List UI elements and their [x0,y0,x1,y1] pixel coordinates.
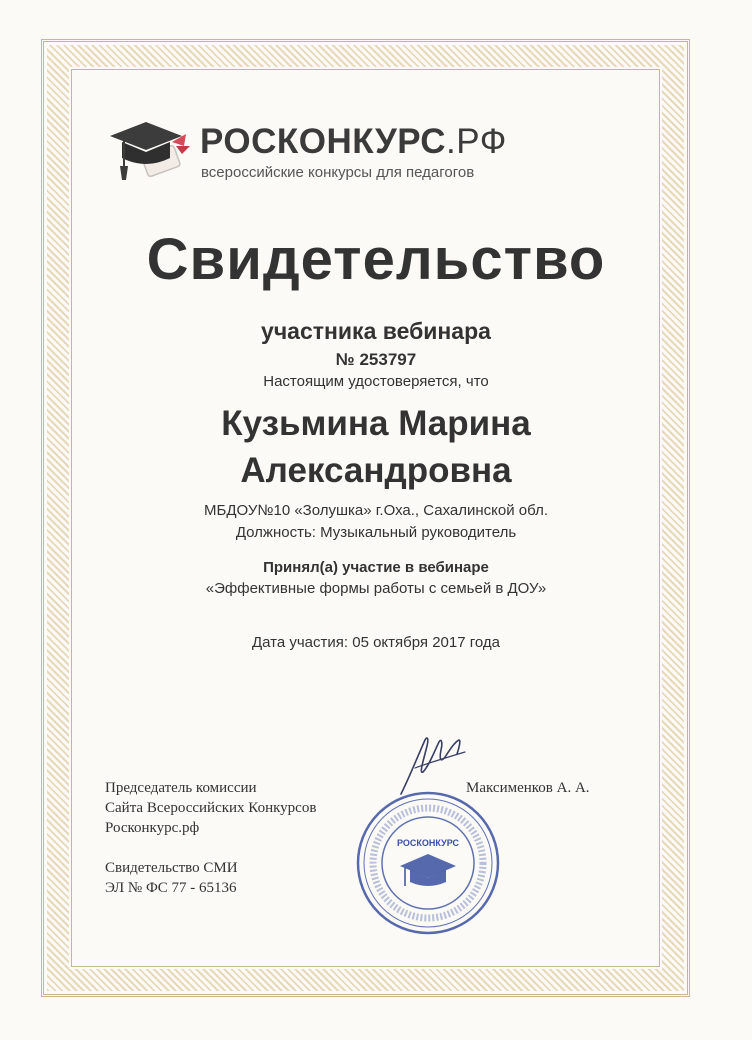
participation-label: Принял(а) участие в вебинаре [263,559,489,576]
certificate-subtitle: участника вебинара [261,318,491,344]
webinar-title: «Эффективные формы работы с семьей в ДОУ» [205,580,547,597]
rosconkurs-logo [106,116,516,191]
certify-text: Настоящим удостоверяется, что [263,373,489,390]
recipient-position: Должность: Музыкальный руководитель [235,524,517,541]
recipient-name-line2: Александровна [240,451,512,490]
media-registration-number: ЭЛ № ФС 77 - 65136 [105,880,237,896]
logo-brand: РОСКОНКУРС.РФ [200,122,507,161]
participation-date: Дата участия: 05 октября 2017 года [251,634,500,651]
chair-title-line1: Председатель комиссии [105,780,257,796]
handwritten-signature [395,728,475,798]
media-registration-label: Свидетельство СМИ [105,860,238,876]
recipient-name-line1: Кузьмина Марина [221,404,531,443]
graduation-cap-diploma-icon [106,116,198,188]
chair-title-line3: Росконкурс.рф [105,820,200,836]
logo-tagline: всероссийские конкурсы для педагогов [201,164,475,181]
signer-name: Максименков А. А. [466,780,590,796]
certificate-title: Свидетельство [146,227,606,292]
chair-title-line2: Сайта Всероссийских Конкурсов [105,800,317,816]
certificate-number: № 253797 [335,350,417,369]
official-stamp [355,790,501,936]
recipient-organization: МБДОУ№10 «Золушка» г.Оха., Сахалинской обл. [204,502,548,519]
stamp-center-text: РОСКОНКУРС [397,838,459,848]
